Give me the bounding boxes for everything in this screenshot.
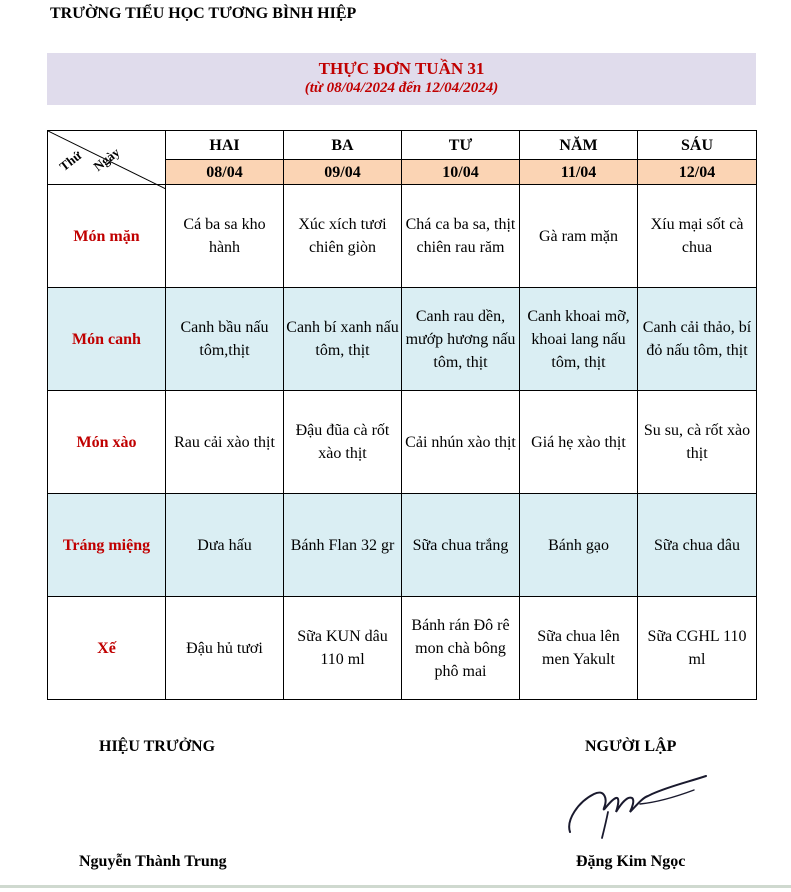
school-name: TRƯỜNG TIỂU HỌC TƯƠNG BÌNH HIỆP — [50, 5, 357, 22]
menu-cell: Cải nhún xào thịt — [402, 391, 520, 494]
menu-cell: Canh khoai mỡ, khoai lang nấu tôm, thịt — [520, 288, 638, 391]
weekly-menu-table — [47, 130, 757, 700]
menu-cell: Gà ram mặn — [520, 185, 638, 288]
menu-cell: Sữa chua dâu — [638, 494, 757, 597]
menu-cell: Sữa chua trắng — [402, 494, 520, 597]
menu-cell: Canh cải thảo, bí đỏ nấu tôm, thịt — [638, 288, 757, 391]
menu-cell: Rau cải xào thịt — [166, 391, 284, 494]
menu-cell: Bánh Flan 32 gr — [284, 494, 402, 597]
menu-cell: Sữa CGHL 110 ml — [638, 597, 757, 700]
handwritten-signature — [560, 772, 710, 844]
category-label: Món mặn — [48, 185, 166, 288]
category-label: Xế — [48, 597, 166, 700]
menu-cell: Sữa chua lên men Yakult — [520, 597, 638, 700]
menu-title: THỰC ĐƠN TUẦN 31 — [318, 59, 485, 78]
menu-date-range: (từ 08/04/2024 đến 12/04/2024) — [304, 80, 499, 96]
table-row — [48, 185, 757, 288]
category-label: Món canh — [48, 288, 166, 391]
date-header: 12/04 — [638, 160, 757, 185]
day-header: HAI — [166, 131, 284, 160]
principal-name: Nguyễn Thành Trung — [79, 853, 227, 870]
corner-day-label: Thứ — [56, 147, 85, 174]
menu-banner — [47, 53, 756, 105]
menu-cell: Cá ba sa kho hành — [166, 185, 284, 288]
day-header: NĂM — [520, 131, 638, 160]
menu-cell: Canh rau dền, mướp hương nấu tôm, thịt — [402, 288, 520, 391]
corner-date-label: Ngày — [90, 144, 123, 174]
menu-cell: Chá ca ba sa, thịt chiên rau răm — [402, 185, 520, 288]
day-header: BA — [284, 131, 402, 160]
menu-cell: Bánh rán Đô rê mon chà bông phô mai — [402, 597, 520, 700]
category-label: Món xào — [48, 391, 166, 494]
menu-cell: Su su, cà rốt xào thịt — [638, 391, 757, 494]
date-header: 11/04 — [520, 160, 638, 185]
date-header: 09/04 — [284, 160, 402, 185]
preparer-name: Đặng Kim Ngọc — [576, 853, 686, 870]
date-header: 08/04 — [166, 160, 284, 185]
principal-title: HIỆU TRƯỞNG — [99, 738, 216, 755]
day-header: SÁU — [638, 131, 757, 160]
table-row — [48, 391, 757, 494]
table-row — [48, 597, 757, 700]
day-header: TƯ — [402, 131, 520, 160]
category-label: Tráng miệng — [48, 494, 166, 597]
header-corner-cell — [48, 131, 166, 185]
menu-cell: Dưa hấu — [166, 494, 284, 597]
menu-cell: Sữa KUN dâu 110 ml — [284, 597, 402, 700]
preparer-title: NGƯỜI LẬP — [585, 738, 677, 755]
date-header: 10/04 — [402, 160, 520, 185]
table-row — [48, 494, 757, 597]
menu-cell: Giá hẹ xào thịt — [520, 391, 638, 494]
menu-cell: Xíu mại sốt cà chua — [638, 185, 757, 288]
menu-cell: Đậu hủ tươi — [166, 597, 284, 700]
table-row — [48, 288, 757, 391]
footer-divider — [0, 885, 791, 888]
menu-cell: Bánh gạo — [520, 494, 638, 597]
menu-cell: Đậu đũa cà rốt xào thịt — [284, 391, 402, 494]
menu-cell: Canh bí xanh nấu tôm, thịt — [284, 288, 402, 391]
menu-cell: Canh bầu nấu tôm,thịt — [166, 288, 284, 391]
menu-cell: Xúc xích tươi chiên giòn — [284, 185, 402, 288]
